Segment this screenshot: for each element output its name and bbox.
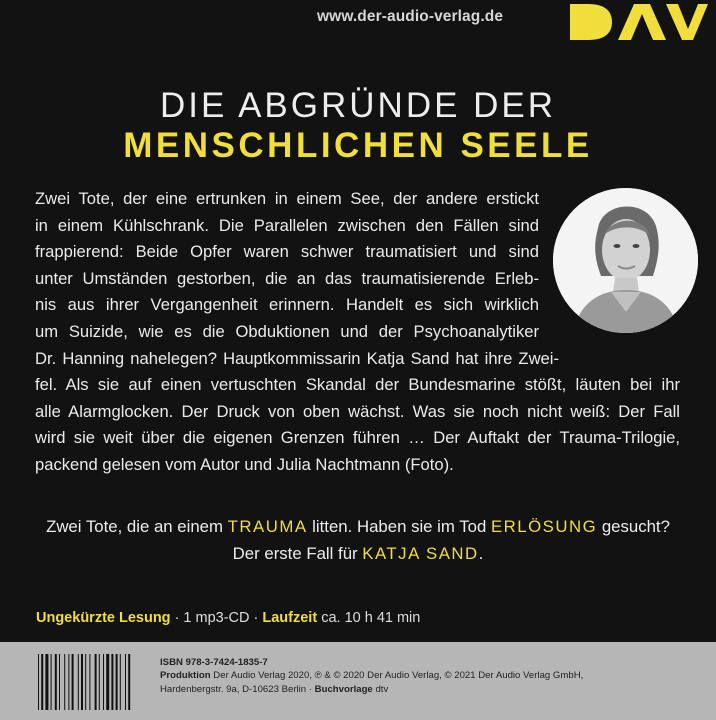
description-line: alle Alarmglocken. Der Druck von oben wächst. Was sie noch nicht weiß: Der Fall — [35, 401, 680, 421]
keyword-erloesung: ERLÖSUNG — [490, 517, 598, 536]
isbn: ISBN 978-3-7424-1835-7 — [160, 657, 268, 668]
unabridged-label: Ungekürzte Lesung — [36, 610, 171, 626]
narrator-photo — [553, 188, 698, 333]
teaser-text: gesucht? — [597, 517, 670, 536]
teaser-text: Zwei Tote, die an einem — [46, 517, 228, 536]
description-line: in einem Kühlschrank. Die Parallelen zwischen den Fällen sind — [35, 215, 539, 235]
address-line: Hardenbergstr. 9a, D-10623 Berlin · Buchvorlage dtv — [160, 683, 389, 695]
dav-logo — [568, 2, 708, 42]
description-line: wird sie weit über die eigenen Grenzen führen … Der Auftakt der Trauma-Trilogie, — [35, 428, 680, 448]
footer-text — [160, 656, 583, 696]
website-url: www.der-audio-verlag.de — [317, 8, 504, 25]
description-line: nis aus ihrer Vergangenheit erinnern. Handelt es sich wirklich — [35, 295, 539, 315]
footer-bar — [0, 642, 716, 720]
format-text: · 1 mp3-CD · — [170, 610, 263, 626]
production-line: Produktion Der Audio Verlag 2020, ℗ & © 2020 Der Audio Verlag, © 2021 Der Audio Verlag GmbH, — [160, 670, 584, 682]
teaser-text: . — [478, 544, 484, 563]
runtime-value: ca. 10 h 41 min — [317, 610, 421, 626]
keyword-katja-sand: KATJA SAND — [362, 544, 479, 563]
teaser-line-2 — [0, 540, 716, 567]
barcode-icon — [36, 654, 154, 710]
headline-line-2: MENSCHLICHEN SEELE — [123, 126, 593, 165]
description-line: fel. Als sie auf einen vertuschten Skandal der Bundesmarine stößt, läuten bei ihr — [35, 375, 680, 395]
teaser-text: Der erste Fall für — [232, 544, 363, 563]
teaser-line-1 — [0, 513, 716, 540]
description-line: Dr. Hanning nahelegen? Hauptkommissarin Katja Sand hat ihre Zwei- — [35, 348, 559, 368]
description-line: unter Umständen gestorben, die an das traumatisierende Erleb- — [35, 268, 539, 288]
teaser-text: litten. Haben sie im Tod — [307, 517, 491, 536]
keyword-trauma: TRAUMA — [227, 517, 308, 536]
description-line: um Suizide, wie es die Obduktionen und der Psychoanalytiker — [35, 322, 539, 341]
product-info — [36, 610, 420, 626]
description-line: frappierend: Beide Opfer waren schwer traumatisiert und sind — [35, 242, 539, 262]
description-line: packend gelesen vom Autor und Julia Nachtmann (Foto). — [35, 455, 454, 474]
headline-line-1: DIE ABGRÜNDE DER — [159, 86, 557, 125]
runtime-label: Laufzeit — [262, 610, 318, 626]
description-line: Zwei Tote, der eine ertrunken in einem See, der andere erstickt — [35, 189, 539, 208]
